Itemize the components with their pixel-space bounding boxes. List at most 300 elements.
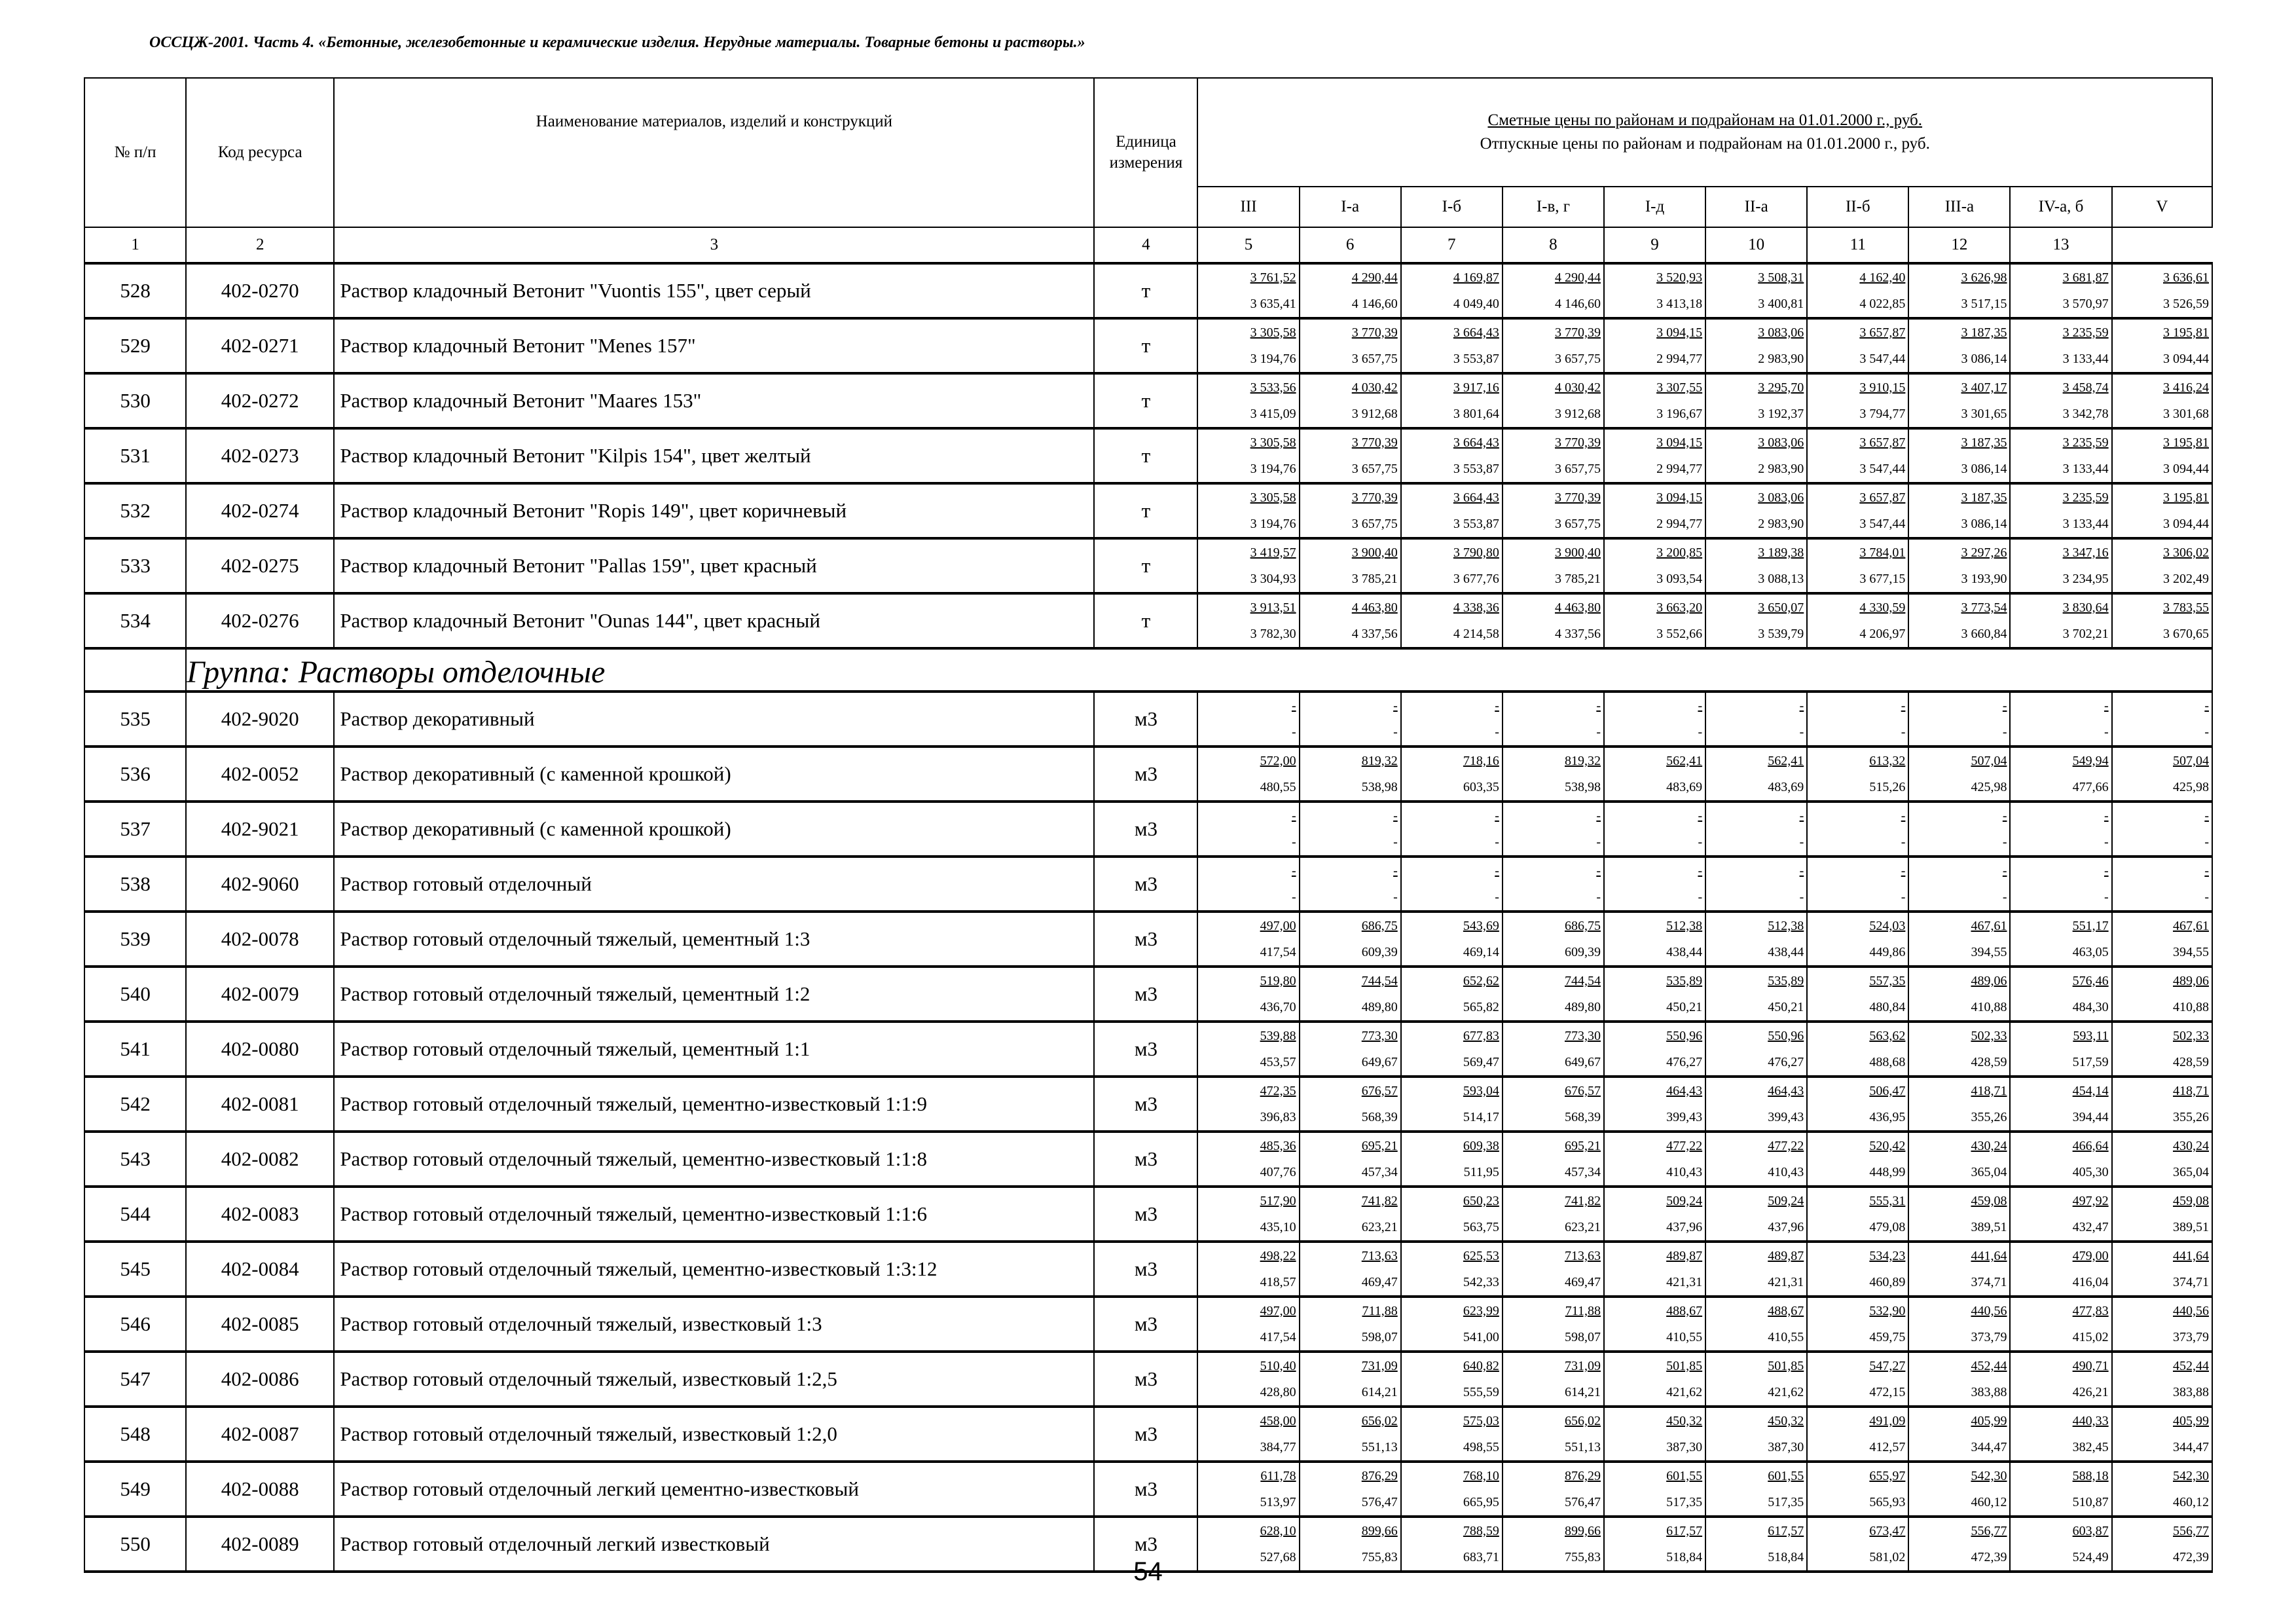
estimate-price: 3 664,43: [1453, 325, 1499, 340]
price-cell: [2010, 1462, 2111, 1517]
price-cell: [1300, 1077, 1401, 1132]
header-prices: [1197, 78, 2212, 187]
release-price: 2 994,77: [1656, 352, 1703, 366]
estimate-price: 3 083,06: [1758, 490, 1804, 505]
price-cell: [1705, 747, 1807, 802]
estimate-price: 509,24: [1768, 1194, 1804, 1208]
estimate-price: 550,96: [1666, 1029, 1703, 1043]
row-number: 546: [84, 1297, 186, 1352]
price-cell: [1807, 1297, 1908, 1352]
row-number: 542: [84, 1077, 186, 1132]
release-price: 410,88: [1971, 1000, 2007, 1014]
estimate-price: 4 030,42: [1554, 380, 1601, 395]
release-price: 576,47: [1361, 1495, 1398, 1509]
column-number: 11: [1807, 227, 1908, 263]
estimate-price: 3 200,85: [1656, 545, 1703, 560]
price-cell: [1197, 747, 1299, 802]
release-price: 438,44: [1768, 945, 1804, 959]
material-name: Раствор кладочный Ветонит "Kilpis 154", цвет желтый: [334, 428, 1094, 483]
material-name: Раствор готовый отделочный тяжелый, цементный 1:3: [334, 912, 1094, 967]
estimate-price: -: [1495, 699, 1499, 713]
unit-of-measure: м3: [1094, 1517, 1197, 1572]
price-cell: [2010, 263, 2111, 318]
price-cell: [1807, 747, 1908, 802]
row-number: 538: [84, 857, 186, 912]
price-cell: [1604, 318, 1705, 373]
estimate-price: 3 784,01: [1859, 545, 1906, 560]
estimate-price: 3 520,93: [1656, 270, 1703, 285]
estimate-price: 593,04: [1463, 1084, 1499, 1098]
price-cell: [1503, 318, 1604, 373]
estimate-price: 542,30: [1971, 1469, 2007, 1483]
estimate-price: 3 407,17: [1961, 380, 2007, 395]
header-region: I-д: [1604, 187, 1705, 227]
estimate-price: 3 195,81: [2163, 325, 2209, 340]
release-price: 489,80: [1361, 1000, 1398, 1014]
material-name: Раствор кладочный Ветонит "Maares 153": [334, 373, 1094, 428]
estimate-price: 768,10: [1463, 1469, 1499, 1483]
release-price: 426,21: [2072, 1385, 2109, 1399]
release-price: 449,86: [1869, 945, 1906, 959]
estimate-price: 673,47: [1869, 1524, 1906, 1538]
column-number: 9: [1604, 227, 1705, 263]
release-price: 541,00: [1463, 1330, 1499, 1344]
price-cell: [1197, 1242, 1299, 1297]
release-price: 649,67: [1564, 1055, 1601, 1069]
release-price: 555,59: [1463, 1385, 1499, 1399]
price-cell: [2112, 593, 2212, 648]
unit-of-measure: т: [1094, 538, 1197, 593]
release-price: 428,80: [1260, 1385, 1296, 1399]
price-cell: [2112, 802, 2212, 857]
price-cell: [1705, 692, 1807, 747]
estimate-price: -: [1596, 699, 1601, 713]
estimate-price: 3 910,15: [1859, 380, 1906, 395]
estimate-price: 467,61: [1971, 919, 2007, 933]
release-price: 417,54: [1260, 945, 1296, 959]
price-cell: [1705, 428, 1807, 483]
price-cell: [1604, 1352, 1705, 1407]
unit-of-measure: м3: [1094, 692, 1197, 747]
price-cell: [1705, 538, 1807, 593]
release-price: 476,27: [1666, 1055, 1703, 1069]
release-price: 2 983,90: [1758, 517, 1804, 531]
price-cell: [1705, 1022, 1807, 1077]
estimate-price: 3 094,15: [1656, 325, 1703, 340]
price-cell: [1503, 1187, 1604, 1242]
release-price: 614,21: [1564, 1385, 1601, 1399]
price-cell: [1401, 1297, 1503, 1352]
estimate-price: -: [2204, 864, 2209, 878]
release-price: 3 547,44: [1859, 517, 1906, 531]
price-cell: [1807, 1462, 1908, 1517]
estimate-price: 3 770,39: [1554, 435, 1601, 450]
release-price: 472,15: [1869, 1385, 1906, 1399]
release-price: 527,68: [1260, 1550, 1296, 1564]
release-price: -: [2104, 890, 2109, 904]
price-cell: [1503, 692, 1604, 747]
price-cell: [1197, 857, 1299, 912]
price-cell: [1705, 1407, 1807, 1462]
release-price: 3 657,75: [1351, 462, 1398, 476]
estimate-price: 741,82: [1564, 1194, 1601, 1208]
release-price: 436,70: [1260, 1000, 1296, 1014]
release-price: 3 301,65: [1961, 407, 2007, 421]
release-price: 515,26: [1869, 780, 1906, 794]
price-cell: [1197, 373, 1299, 428]
row-number: 528: [84, 263, 186, 318]
estimate-price: 713,63: [1564, 1249, 1601, 1263]
estimate-price: 490,71: [2072, 1359, 2109, 1373]
release-price: 623,21: [1361, 1220, 1398, 1234]
release-price: 3 194,76: [1250, 517, 1296, 531]
price-cell: [1401, 483, 1503, 538]
release-price: 428,59: [1971, 1055, 2007, 1069]
release-price: 436,95: [1869, 1110, 1906, 1124]
release-price: -: [1291, 725, 1296, 739]
estimate-price: 547,27: [1869, 1359, 1906, 1373]
release-price: 3 657,75: [1554, 352, 1601, 366]
material-name: Раствор готовый отделочный тяжелый, цементный 1:2: [334, 967, 1094, 1022]
price-cell: [2010, 1352, 2111, 1407]
estimate-price: 3 508,31: [1758, 270, 1804, 285]
price-cell: [1300, 1352, 1401, 1407]
release-price: 2 983,90: [1758, 462, 1804, 476]
price-cell: [1604, 483, 1705, 538]
price-cell: [2112, 263, 2212, 318]
estimate-price: 617,57: [1666, 1524, 1703, 1538]
estimate-price: 3 305,58: [1250, 325, 1296, 340]
release-price: 3 133,44: [2062, 517, 2109, 531]
estimate-price: 686,75: [1361, 919, 1398, 933]
release-price: 489,80: [1564, 1000, 1601, 1014]
release-price: 410,43: [1768, 1165, 1804, 1179]
release-price: -: [1698, 725, 1703, 739]
unit-of-measure: м3: [1094, 802, 1197, 857]
release-price: -: [1393, 835, 1398, 849]
release-price: 355,26: [1971, 1110, 2007, 1124]
release-price: 421,31: [1666, 1275, 1703, 1289]
row-number: 534: [84, 593, 186, 648]
price-cell: [1300, 912, 1401, 967]
material-name: Раствор готовый отделочный тяжелый, известковый 1:2,0: [334, 1407, 1094, 1462]
estimate-price: 3 917,16: [1453, 380, 1499, 395]
release-price: 428,59: [2173, 1055, 2209, 1069]
price-cell: [1401, 912, 1503, 967]
price-cell: [1705, 1297, 1807, 1352]
price-cell: [1908, 1022, 2010, 1077]
release-price: 437,96: [1768, 1220, 1804, 1234]
release-price: 3 088,13: [1758, 572, 1804, 586]
release-price: -: [1393, 725, 1398, 739]
resource-code: 402-0080: [186, 1022, 334, 1077]
price-cell: [1604, 1462, 1705, 1517]
estimate-price: -: [1698, 809, 1703, 823]
estimate-price: 3 306,02: [2163, 545, 2209, 560]
row-number: 536: [84, 747, 186, 802]
release-price: 598,07: [1361, 1330, 1398, 1344]
resource-code: 402-0275: [186, 538, 334, 593]
price-cell: [1705, 912, 1807, 967]
estimate-price: 3 657,87: [1859, 490, 1906, 505]
price-cell: [1300, 1462, 1401, 1517]
release-price: 3 526,59: [2163, 297, 2209, 311]
release-price: -: [1495, 835, 1499, 849]
estimate-price: 3 830,64: [2062, 600, 2109, 615]
release-price: 383,88: [1971, 1385, 2007, 1399]
release-price: 3 670,65: [2163, 627, 2209, 641]
estimate-price: 489,06: [2173, 974, 2209, 988]
price-cell: [1197, 263, 1299, 318]
release-price: 450,21: [1666, 1000, 1703, 1014]
price-cell: [1705, 483, 1807, 538]
release-price: 450,21: [1768, 1000, 1804, 1014]
header-region: I-а: [1300, 187, 1401, 227]
release-price: 603,35: [1463, 780, 1499, 794]
estimate-price: 3 681,87: [2062, 270, 2109, 285]
price-cell: [1705, 967, 1807, 1022]
price-cell: [2112, 538, 2212, 593]
estimate-price: 519,80: [1260, 974, 1296, 988]
price-cell: [1807, 1352, 1908, 1407]
table-row: [84, 1462, 2212, 1517]
release-price: -: [1596, 890, 1601, 904]
price-cell: [2112, 373, 2212, 428]
price-cell: [1705, 373, 1807, 428]
table-row: [84, 1407, 2212, 1462]
estimate-price: -: [1495, 809, 1499, 823]
release-price: 459,75: [1869, 1330, 1906, 1344]
price-cell: [1300, 857, 1401, 912]
material-name: Раствор кладочный Ветонит "Menes 157": [334, 318, 1094, 373]
release-price: 421,62: [1768, 1385, 1804, 1399]
price-cell: [1908, 912, 2010, 967]
column-number: 13: [2010, 227, 2111, 263]
price-cell: [1908, 1462, 2010, 1517]
release-price: -: [1901, 890, 1906, 904]
table-row: [84, 747, 2212, 802]
estimate-price: -: [1596, 864, 1601, 878]
estimate-price: 488,67: [1666, 1304, 1703, 1318]
estimate-price: 3 195,81: [2163, 435, 2209, 450]
release-price: 3 415,09: [1250, 407, 1296, 421]
release-price: 460,89: [1869, 1275, 1906, 1289]
header-region: I-в, г: [1503, 187, 1604, 227]
column-number: 5: [1197, 227, 1299, 263]
estimate-price: 711,88: [1362, 1304, 1398, 1318]
estimate-price: 506,47: [1869, 1084, 1906, 1098]
estimate-price: 628,10: [1260, 1524, 1296, 1538]
estimate-price: 4 162,40: [1859, 270, 1906, 285]
estimate-price: 3 189,38: [1758, 545, 1804, 560]
price-cell: [2010, 1187, 2111, 1242]
price-cell: [1604, 1407, 1705, 1462]
material-name: Раствор кладочный Ветонит "Pallas 159", цвет красный: [334, 538, 1094, 593]
estimate-price: 613,32: [1869, 754, 1906, 768]
estimate-price: 491,09: [1869, 1414, 1906, 1428]
estimate-price: -: [1291, 864, 1296, 878]
release-price: -: [1698, 890, 1703, 904]
price-cell: [2112, 692, 2212, 747]
price-cell: [1604, 802, 1705, 857]
estimate-price: 418,71: [2173, 1084, 2209, 1098]
estimate-price: 535,89: [1768, 974, 1804, 988]
release-price: 484,30: [2072, 1000, 2109, 1014]
estimate-price: 542,30: [2173, 1469, 2209, 1483]
estimate-price: 617,57: [1768, 1524, 1804, 1538]
price-cell: [1503, 857, 1604, 912]
release-price: 3 657,75: [1351, 352, 1398, 366]
price-cell: [1300, 1187, 1401, 1242]
release-price: 383,88: [2173, 1385, 2209, 1399]
release-price: 514,17: [1463, 1110, 1499, 1124]
estimate-price: 512,38: [1666, 919, 1703, 933]
estimate-price: 731,09: [1361, 1359, 1398, 1373]
estimate-price: -: [1291, 699, 1296, 713]
document-header: ОССЦЖ-2001. Часть 4. «Бетонные, железобетонные и керамические изделия. Нерудные материалы. Товарные бетоны и растворы.»: [149, 34, 1085, 51]
release-price: 421,31: [1768, 1275, 1804, 1289]
release-price: 480,55: [1260, 780, 1296, 794]
release-price: 425,98: [2173, 780, 2209, 794]
price-cell: [2112, 747, 2212, 802]
estimate-price: 539,88: [1260, 1029, 1296, 1043]
estimate-price: 459,08: [1971, 1194, 2007, 1208]
column-number: 1: [84, 227, 186, 263]
column-number: 6: [1300, 227, 1401, 263]
price-cell: [1300, 692, 1401, 747]
table-row: [84, 593, 2212, 648]
price-cell: [1503, 802, 1604, 857]
release-price: 373,79: [1971, 1330, 2007, 1344]
release-price: 410,55: [1768, 1330, 1804, 1344]
estimate-price: 450,32: [1768, 1414, 1804, 1428]
price-cell: [2112, 1462, 2212, 1517]
price-cell: [2112, 1022, 2212, 1077]
price-cell: [1401, 1462, 1503, 1517]
column-number: 12: [1908, 227, 2010, 263]
release-price: 457,34: [1564, 1165, 1601, 1179]
estimate-price: 458,00: [1260, 1414, 1296, 1428]
release-price: 3 912,68: [1554, 407, 1601, 421]
price-cell: [1908, 1242, 2010, 1297]
release-price: -: [2104, 725, 2109, 739]
release-price: 438,44: [1666, 945, 1703, 959]
unit-of-measure: т: [1094, 373, 1197, 428]
estimate-price: 650,23: [1463, 1194, 1499, 1208]
estimate-price: 593,11: [2073, 1029, 2109, 1043]
price-cell: [1705, 1132, 1807, 1187]
price-cell: [1908, 538, 2010, 593]
price-cell: [1197, 538, 1299, 593]
release-price: -: [1393, 890, 1398, 904]
release-price: -: [1495, 890, 1499, 904]
release-price: 568,39: [1361, 1110, 1398, 1124]
price-cell: [2112, 428, 2212, 483]
price-cell: [1401, 857, 1503, 912]
release-price: -: [2204, 890, 2209, 904]
release-price: 517,35: [1666, 1495, 1703, 1509]
price-cell: [1705, 1462, 1807, 1517]
estimate-price: -: [1393, 809, 1398, 823]
resource-code: 402-9060: [186, 857, 334, 912]
price-cell: [1807, 857, 1908, 912]
price-cell: [1197, 1407, 1299, 1462]
estimate-price: 3 083,06: [1758, 325, 1804, 340]
row-number: 545: [84, 1242, 186, 1297]
price-cell: [1197, 912, 1299, 967]
release-price: 498,55: [1463, 1440, 1499, 1454]
release-price: 3 094,44: [2163, 352, 2209, 366]
estimate-price: 555,31: [1869, 1194, 1906, 1208]
estimate-price: 3 770,39: [1554, 325, 1601, 340]
release-price: 3 657,75: [1351, 517, 1398, 531]
price-cell: [1705, 1187, 1807, 1242]
release-price: 4 146,60: [1554, 297, 1601, 311]
table-row: [84, 692, 2212, 747]
estimate-price: 676,57: [1564, 1084, 1601, 1098]
release-price: 410,43: [1666, 1165, 1703, 1179]
price-cell: [1807, 692, 1908, 747]
material-name: Раствор готовый отделочный тяжелый, цементно-известковый 1:1:8: [334, 1132, 1094, 1187]
release-price: 374,71: [2173, 1275, 2209, 1289]
release-price: 344,47: [1971, 1440, 2007, 1454]
resource-code: 402-0088: [186, 1462, 334, 1517]
material-name: Раствор кладочный Ветонит "Vuontis 155", цвет серый: [334, 263, 1094, 318]
release-price: 755,83: [1361, 1550, 1398, 1564]
estimate-price: 601,55: [1666, 1469, 1703, 1483]
estimate-price: 532,90: [1869, 1304, 1906, 1318]
estimate-price: 575,03: [1463, 1414, 1499, 1428]
header-release-prices: Отпускные цены по районам и подрайонам на 01.01.2000 г., руб.: [1480, 135, 1930, 153]
estimate-price: 556,77: [1971, 1524, 2007, 1538]
table-row: [84, 1022, 2212, 1077]
price-cell: [1401, 802, 1503, 857]
price-cell: [1604, 912, 1705, 967]
header-col-code: Код ресурса: [186, 78, 334, 227]
release-price: -: [1596, 725, 1601, 739]
price-cell: [2112, 1407, 2212, 1462]
estimate-price: 502,33: [1971, 1029, 2007, 1043]
release-price: -: [1901, 835, 1906, 849]
release-price: 488,68: [1869, 1055, 1906, 1069]
estimate-price: 686,75: [1564, 919, 1601, 933]
table-row: [84, 538, 2212, 593]
resource-code: 402-0085: [186, 1297, 334, 1352]
estimate-price: 3 195,81: [2163, 490, 2209, 505]
price-cell: [1705, 263, 1807, 318]
unit-of-measure: м3: [1094, 1297, 1197, 1352]
estimate-price: 430,24: [1971, 1139, 2007, 1153]
estimate-price: 3 770,39: [1351, 435, 1398, 450]
estimate-price: 507,04: [2173, 754, 2209, 768]
row-number: 533: [84, 538, 186, 593]
price-cell: [1300, 1132, 1401, 1187]
row-number: 548: [84, 1407, 186, 1462]
release-price: 3 553,87: [1453, 352, 1499, 366]
estimate-price: 3 657,87: [1859, 435, 1906, 450]
row-number: 544: [84, 1187, 186, 1242]
unit-of-measure: м3: [1094, 1352, 1197, 1407]
estimate-price: 3 913,51: [1250, 600, 1296, 615]
estimate-price: 3 900,40: [1554, 545, 1601, 560]
release-price: 425,98: [1971, 780, 2007, 794]
price-cell: [1401, 428, 1503, 483]
release-price: 399,43: [1768, 1110, 1804, 1124]
price-cell: [1604, 1077, 1705, 1132]
estimate-price: 711,88: [1565, 1304, 1601, 1318]
unit-of-measure: м3: [1094, 1132, 1197, 1187]
resource-code: 402-0274: [186, 483, 334, 538]
